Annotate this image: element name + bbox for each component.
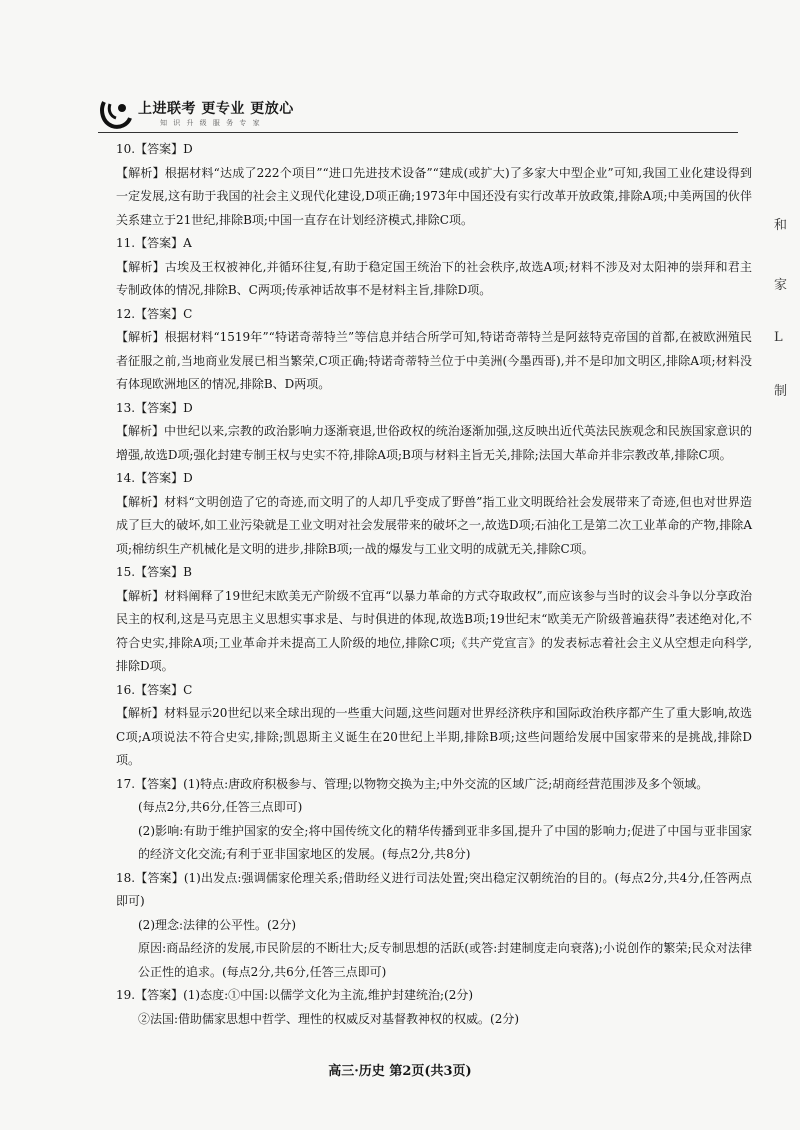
mc-answers: [116, 138, 752, 773]
q19-line1: 【答案】(1)态度:①中国:以儒学文化为主流,维护封建统治;(2分): [135, 988, 474, 1002]
margin-char: 家: [774, 278, 788, 293]
margin-char: 制: [774, 384, 788, 399]
answer-item: [116, 303, 752, 397]
answer-line: [116, 679, 752, 703]
answer-line: [116, 138, 752, 162]
answer-key: 【答案】C: [135, 682, 193, 697]
q17-answer: [116, 773, 752, 797]
question-number: 18.: [116, 870, 136, 885]
answer-key: 【答案】B: [135, 565, 192, 579]
question-number: 13.: [116, 400, 136, 415]
q17-line2: (2)影响:有助于维护国家的安全;将中国传统文化的精华传播到亚非多国,提升了中国的影响力;促进了中国与亚非国家的经济文化交流;有利于亚非国家地区的发展。(每点2分,共8分): [138, 823, 752, 861]
q18-line2: (2)理念:法律的公平性。(2分): [138, 917, 297, 932]
answer-item-17: [116, 773, 752, 867]
answer-item: [116, 138, 752, 232]
answer-item: [116, 561, 752, 679]
brand-name: 上进联考 更专业 更放心: [138, 101, 294, 117]
answer-key: 【答案】D: [135, 471, 193, 485]
answer-line: [116, 467, 752, 491]
q19-answer: [116, 984, 752, 1008]
header-divider: [98, 132, 738, 133]
answer-item: [116, 679, 752, 773]
question-number: 15.: [116, 565, 136, 579]
answer-key: 【答案】A: [135, 236, 192, 250]
answer-line: [116, 561, 752, 585]
answer-line: [116, 303, 752, 327]
margin-char: 和: [774, 218, 788, 233]
question-number: 11.: [116, 236, 136, 250]
explanation: 【解析】中世纪以来,宗教的政治影响力逐渐衰退,世俗政权的统治逐渐加强,这反映出近代英法民族观念和民族国家意识的增强,故选D项;强化封建专制王权与史实不符,排除A项;B项与材料主旨无关,排除;法国大革命并非宗教改革,排除C项。: [116, 424, 752, 462]
header-logo: [98, 96, 358, 136]
question-number: 12.: [116, 306, 136, 321]
question-number: 14.: [116, 471, 136, 485]
answer-line: [116, 397, 752, 421]
q18-line1: 【答案】(1)出发点:强调儒家伦理关系;借助经义进行司法处置;突出稳定汉朝统治的目的。(每点2分,共4分,任答两点即可): [116, 870, 752, 908]
explanation: 【解析】材料阐释了19世纪末欧美无产阶级不宜再“以暴力革命的方式夺取政权”,而应该参与当时的议会斗争以分享政治民主的权利,这是马克思主义思想实事求是、与时俱进的体现,故选B项;19世纪末“欧美无产阶级普遍获得”表述绝对化,不符合史实,排除A项;工业革命并未提高工人阶级的地位,排除C项;《共产党宣言》的发表标志着社会主义从空想走向科学,排除D项。: [116, 588, 752, 673]
answer-key: 【答案】C: [135, 306, 193, 321]
answer-item: [116, 467, 752, 561]
answer-line: [116, 232, 752, 256]
page-footer: 高三·历史 第2页(共3页): [328, 1064, 472, 1079]
explanation: 【解析】根据材料“达成了222个项目”“进口先进技术设备”“建成(或扩大)了多家大中型企业”可知,我国工业化建设得到一定发展,这有助于我国的社会主义现代化建设,D项正确;1973年中国还没有实行改革开放政策,排除A项;中美两国的伙伴关系建立于21世纪,排除B项;中国一直存在计划经济模式,排除C项。: [116, 165, 752, 227]
q19-line2: ②法国:借助儒家思想中哲学、理性的权威反对基督教神权的权威。(2分): [138, 1011, 520, 1026]
answer-item-18: [116, 867, 752, 985]
explanation: 【解析】材料显示20世纪以来全球出现的一些重大问题,这些问题对世界经济秩序和国际政治秩序都产生了重大影响,故选C项;A项说法不符合史实,排除;凯恩斯主义诞生在20世纪上半期,排除B项;这些问题给发展中国家带来的是挑战,排除D项。: [116, 706, 752, 767]
brand-tagline: 知 识 升 级 服 务 专 家: [160, 119, 262, 127]
q17-line1b: (每点2分,共6分,任答三点即可): [138, 800, 303, 814]
margin-char: L: [774, 330, 783, 345]
question-number: 19.: [116, 988, 136, 1002]
answer-item-19: [116, 984, 752, 1031]
answer-key: 【答案】D: [135, 142, 193, 156]
question-number: 17.: [116, 776, 136, 791]
explanation: 【解析】根据材料“1519年”“特诺奇蒂特兰”等信息并结合所学可知,特诺奇蒂特兰是阿兹特克帝国的首都,在被欧洲殖民者征服之前,当地商业发展已相当繁荣,C项正确;特诺奇蒂特兰位于中美洲(今墨西哥),并不是印加文明区,排除A项;材料没有体现欧洲地区的情况,排除B、D两项。: [116, 330, 752, 391]
question-number: 10.: [116, 142, 136, 156]
q17-line1: 【答案】(1)特点:唐政府积极参与、管理;以物物交换为主;中外交流的区域广泛;胡商经营范围涉及多个领域。: [135, 776, 709, 791]
answer-item: [116, 397, 752, 468]
answer-content: [116, 138, 752, 1031]
explanation: 【解析】古埃及王权被神化,并循环往复,有助于稳定国王统治下的社会秩序,故选A项;材料不涉及对太阳神的崇拜和君主专制政体的情况,排除B、C两项;传承神话故事不是材料主旨,排除D项。: [116, 259, 752, 297]
question-number: 16.: [116, 682, 136, 697]
brand-logo-icon: [98, 96, 134, 130]
answer-key: 【答案】D: [135, 400, 193, 415]
answer-item: [116, 232, 752, 303]
q18-answer: [116, 867, 752, 914]
q18-line3: 原因:商品经济的发展,市民阶层的不断壮大;反专制思想的活跃(或答:封建制度走向衰落);小说创作的繁荣;民众对法律公正性的追求。(每点2分,共6分,任答三点即可): [138, 941, 752, 979]
explanation: 【解析】材料“文明创造了它的奇迹,而文明了的人却几乎变成了野兽”指工业文明既给社会发展带来了奇迹,但也对世界造成了巨大的破坏,如工业污染就是工业文明对社会发展带来的破坏之一,故选D项;石油化工是第二次工业革命的产物,排除A项;棉纺织生产机械化是文明的进步,排除B项;一战的爆发与工业文明的成就无关,排除C项。: [116, 494, 752, 556]
